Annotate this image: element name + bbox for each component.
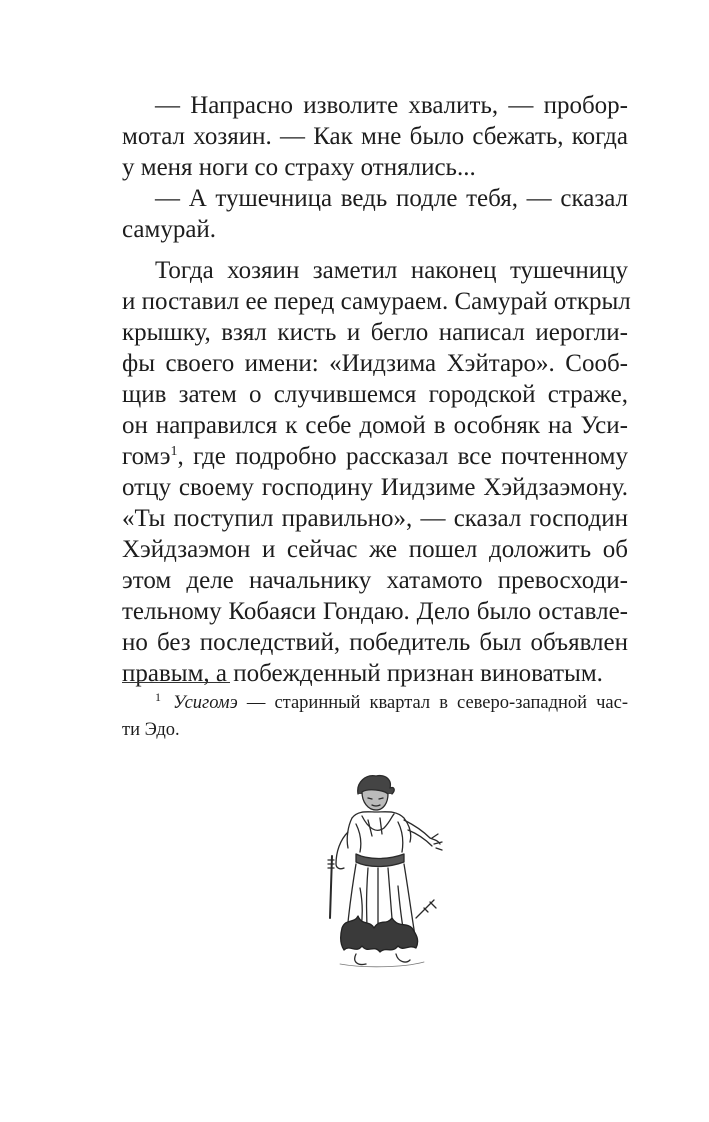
text-line: этом деле начальнику хатамото превосходи- [122,567,628,594]
footnote-divider [122,682,230,683]
text-line: у меня ноги со страху отнялись... [122,154,476,181]
text-line: мотал хозяин. — Как мне было сбежать, когда [122,123,628,150]
text-line: — А тушечница ведь подле тебя, — сказал [155,185,628,212]
footnote-line: ти Эдо. [122,720,180,740]
text-line: фы своего имени: «Иидзима Хэйтаро». Сооб- [122,350,628,377]
text-line: щив затем о случившемся городской страже, [122,381,628,408]
text-line: самурай. [122,216,217,243]
footnote [122,690,628,744]
text-line: «Ты поступил правильно», — сказал господин [122,505,628,532]
text-line: он направился к себе домой в особняк на Уси- [122,412,628,439]
footnote-reference[interactable]: 1 [170,444,178,459]
text-line: отцу своему господину Иидзиме Хэйдзаэмону. [122,474,628,501]
text-line: Тогда хозяин заметил наконец тушечницу [155,257,628,284]
text-fragment: , где подробно рассказал все почтенному [177,443,628,470]
text-line: тельному Кобаяси Гондаю. Дело было оставле- [122,598,628,625]
footnote-text: — старинный квартал в северо-западной час- [237,693,628,713]
text-line: правым, а побежденный признан виноватым. [122,660,603,687]
text-line: крышку, взял кисть и бегло написал иерогли- [122,319,628,346]
samurai-figure-icon [312,768,452,973]
footnote-line [122,690,628,717]
text-line: — Напрасно изволите хвалить, — пробор- [155,92,628,119]
text-fragment: гомэ [122,443,171,470]
text-line: и поставил ее перед самураем. Самурай открыл [122,288,631,315]
text-line: но без последствий, победитель был объявлен [122,629,628,656]
text-line [122,441,628,472]
text-line: Хэйдзаэмон и сейчас же пошел доложить об [122,536,628,563]
footnote-mark: 1 [155,690,161,704]
main-text [122,90,631,689]
footnote-term: Усигомэ [173,693,238,713]
